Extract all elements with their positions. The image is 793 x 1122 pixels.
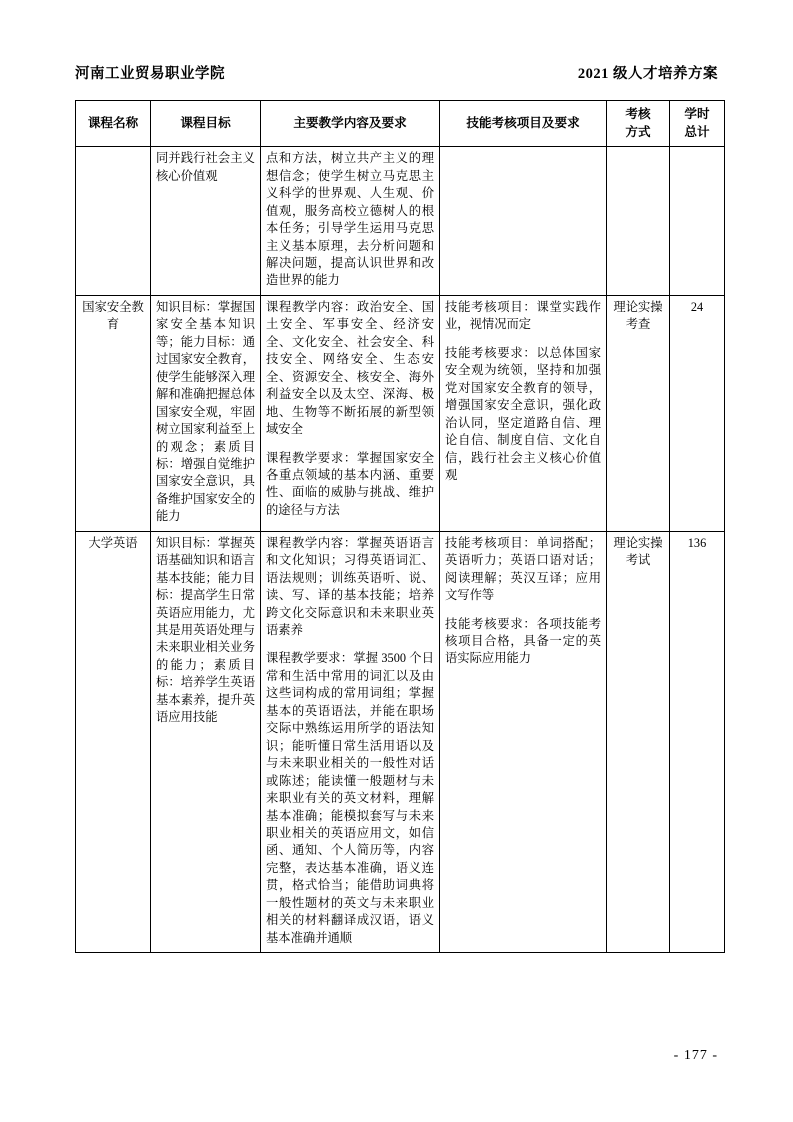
skill-paragraph-1: 技能考核项目：课堂实践作业，视情况而定 [445,299,601,332]
cell-course-goal [151,531,261,952]
table-row [76,147,725,296]
goal-paragraph: 知识目标：掌握国家安全基本知识等；能力目标：通过国家安全教育，使学生能够深入理解和准确把握总体国家安全观，牢固树立国家利益至上的观念；素质目标：增强自觉维护国家安全意识，具备维护国家安全的能力 [156,299,255,524]
page-header [75,62,718,83]
table-header-row [76,101,725,147]
course-table [75,100,725,953]
page-number: - 177 - [673,1048,718,1063]
col-header-total-hours [670,101,725,147]
cell-teaching-content [261,295,440,531]
content-paragraph-1: 课程教学内容：政治安全、国土安全、军事安全、经济安全、文化安全、社会安全、科技安全、网络安全、生态安全、资源安全、核安全、海外利益安全以及太空、深海、极地、生物等不断拓展的新型领域安全 [266,299,434,437]
table-head [76,101,725,147]
goal-paragraph: 同并践行社会主义核心价值观 [156,151,255,183]
content-paragraph-2: 课程教学要求：掌握 3500 个日常和生活中常用的词汇以及由这些词构成的常用词组；掌握基本的英语语法，并能在职场交际中熟练运用所学的语法知识；能听懂日常生活用语以及与未来职业相关的一般性对话或陈述；能读懂一般题材与未来职业有关的英文材料，理解基本准确；能模拟套写与未来职业相关的英语应用文，如信函、通知、个人简历等，内容完整，表达基本准确，语义连贯，格式恰当；能借助词典将一般性题材的英文与未来职业相关的材料翻译成汉语，语义基本准确并通顺 [266,651,434,945]
cell-total-hours: 24 [670,295,725,531]
content-paragraph: 点和方法，树立共产主义的理想信念；使学生树立马克思主义科学的世界观、人生观、价值观，服务高校立德树人的根本任务；引导学生运用马克思主义基本原理，去分析问题和解决问题，提高认识世界和改造世界的能力 [266,151,434,288]
cell-course-goal [151,147,261,296]
cell-teaching-content [261,531,440,952]
skill-paragraph-2: 技能考核要求：以总体国家安全观为统领，坚持和加强党对国家安全教育的领导，增强国家安全意识，强化政治认同，坚定道路自信、理论自信、制度自信、文化自信，践行社会主义核心价值观 [445,345,601,482]
col-header-teaching-content: 主要教学内容及要求 [261,101,440,147]
cell-skill-assessment [440,531,607,952]
table-body [76,147,725,953]
cell-assessment-method: 理论实操考试 [607,531,670,952]
skill-paragraph-2: 技能考核要求：各项技能考核项目合格，具备一定的英语实际应用能力 [445,616,601,666]
col-header-total-hours-line1: 学时 [684,107,710,121]
col-header-total-hours-line2: 总计 [684,124,710,139]
goal-paragraph: 知识目标：掌握英语基础知识和语言基本技能；能力目标：提高学生日常英语应用能力，尤其是用英语处理与未来职业相关业务的能力；素质目标：培养学生英语基本素养，提升英语应用技能 [156,535,255,725]
cell-teaching-content [261,147,440,296]
col-header-skill-assessment: 技能考核项目及要求 [440,101,607,147]
content-paragraph-1: 课程教学内容：掌握英语语言和文化知识；习得英语词汇、语法规则；训练英语听、说、读、写、译的基本技能；培养跨文化交际意识和未来职业英语素养 [266,535,434,638]
cell-course-name [76,147,151,296]
col-header-course-goal: 课程目标 [151,101,261,147]
content-paragraph-2: 课程教学要求：掌握国家安全各重点领域的基本内涵、重要性、面临的威胁与挑战、维护的途径与方法 [266,450,434,517]
cell-assessment-method: 理论实操考查 [607,295,670,531]
cell-course-name: 国家安全教育 [76,295,151,531]
cell-total-hours: 136 [670,531,725,952]
skill-paragraph-1: 技能考核项目：单词搭配；英语听力；英语口语对话；阅读理解；英汉互译；应用文写作等 [445,535,601,603]
table-row [76,295,725,531]
cell-total-hours [670,147,725,296]
table-row [76,531,725,952]
cell-skill-assessment [440,295,607,531]
col-header-assessment-method-line2: 方式 [625,124,651,139]
cell-assessment-method [607,147,670,296]
cell-course-goal [151,295,261,531]
header-doc-title: 2021 级人才培养方案 [577,66,718,82]
col-header-assessment-method [607,101,670,147]
col-header-assessment-method-line1: 考核 [625,107,651,121]
header-institution: 河南工业贸易职业学院 [75,66,225,82]
cell-skill-assessment [440,147,607,296]
col-header-course-name: 课程名称 [76,101,151,147]
cell-course-name: 大学英语 [76,531,151,952]
